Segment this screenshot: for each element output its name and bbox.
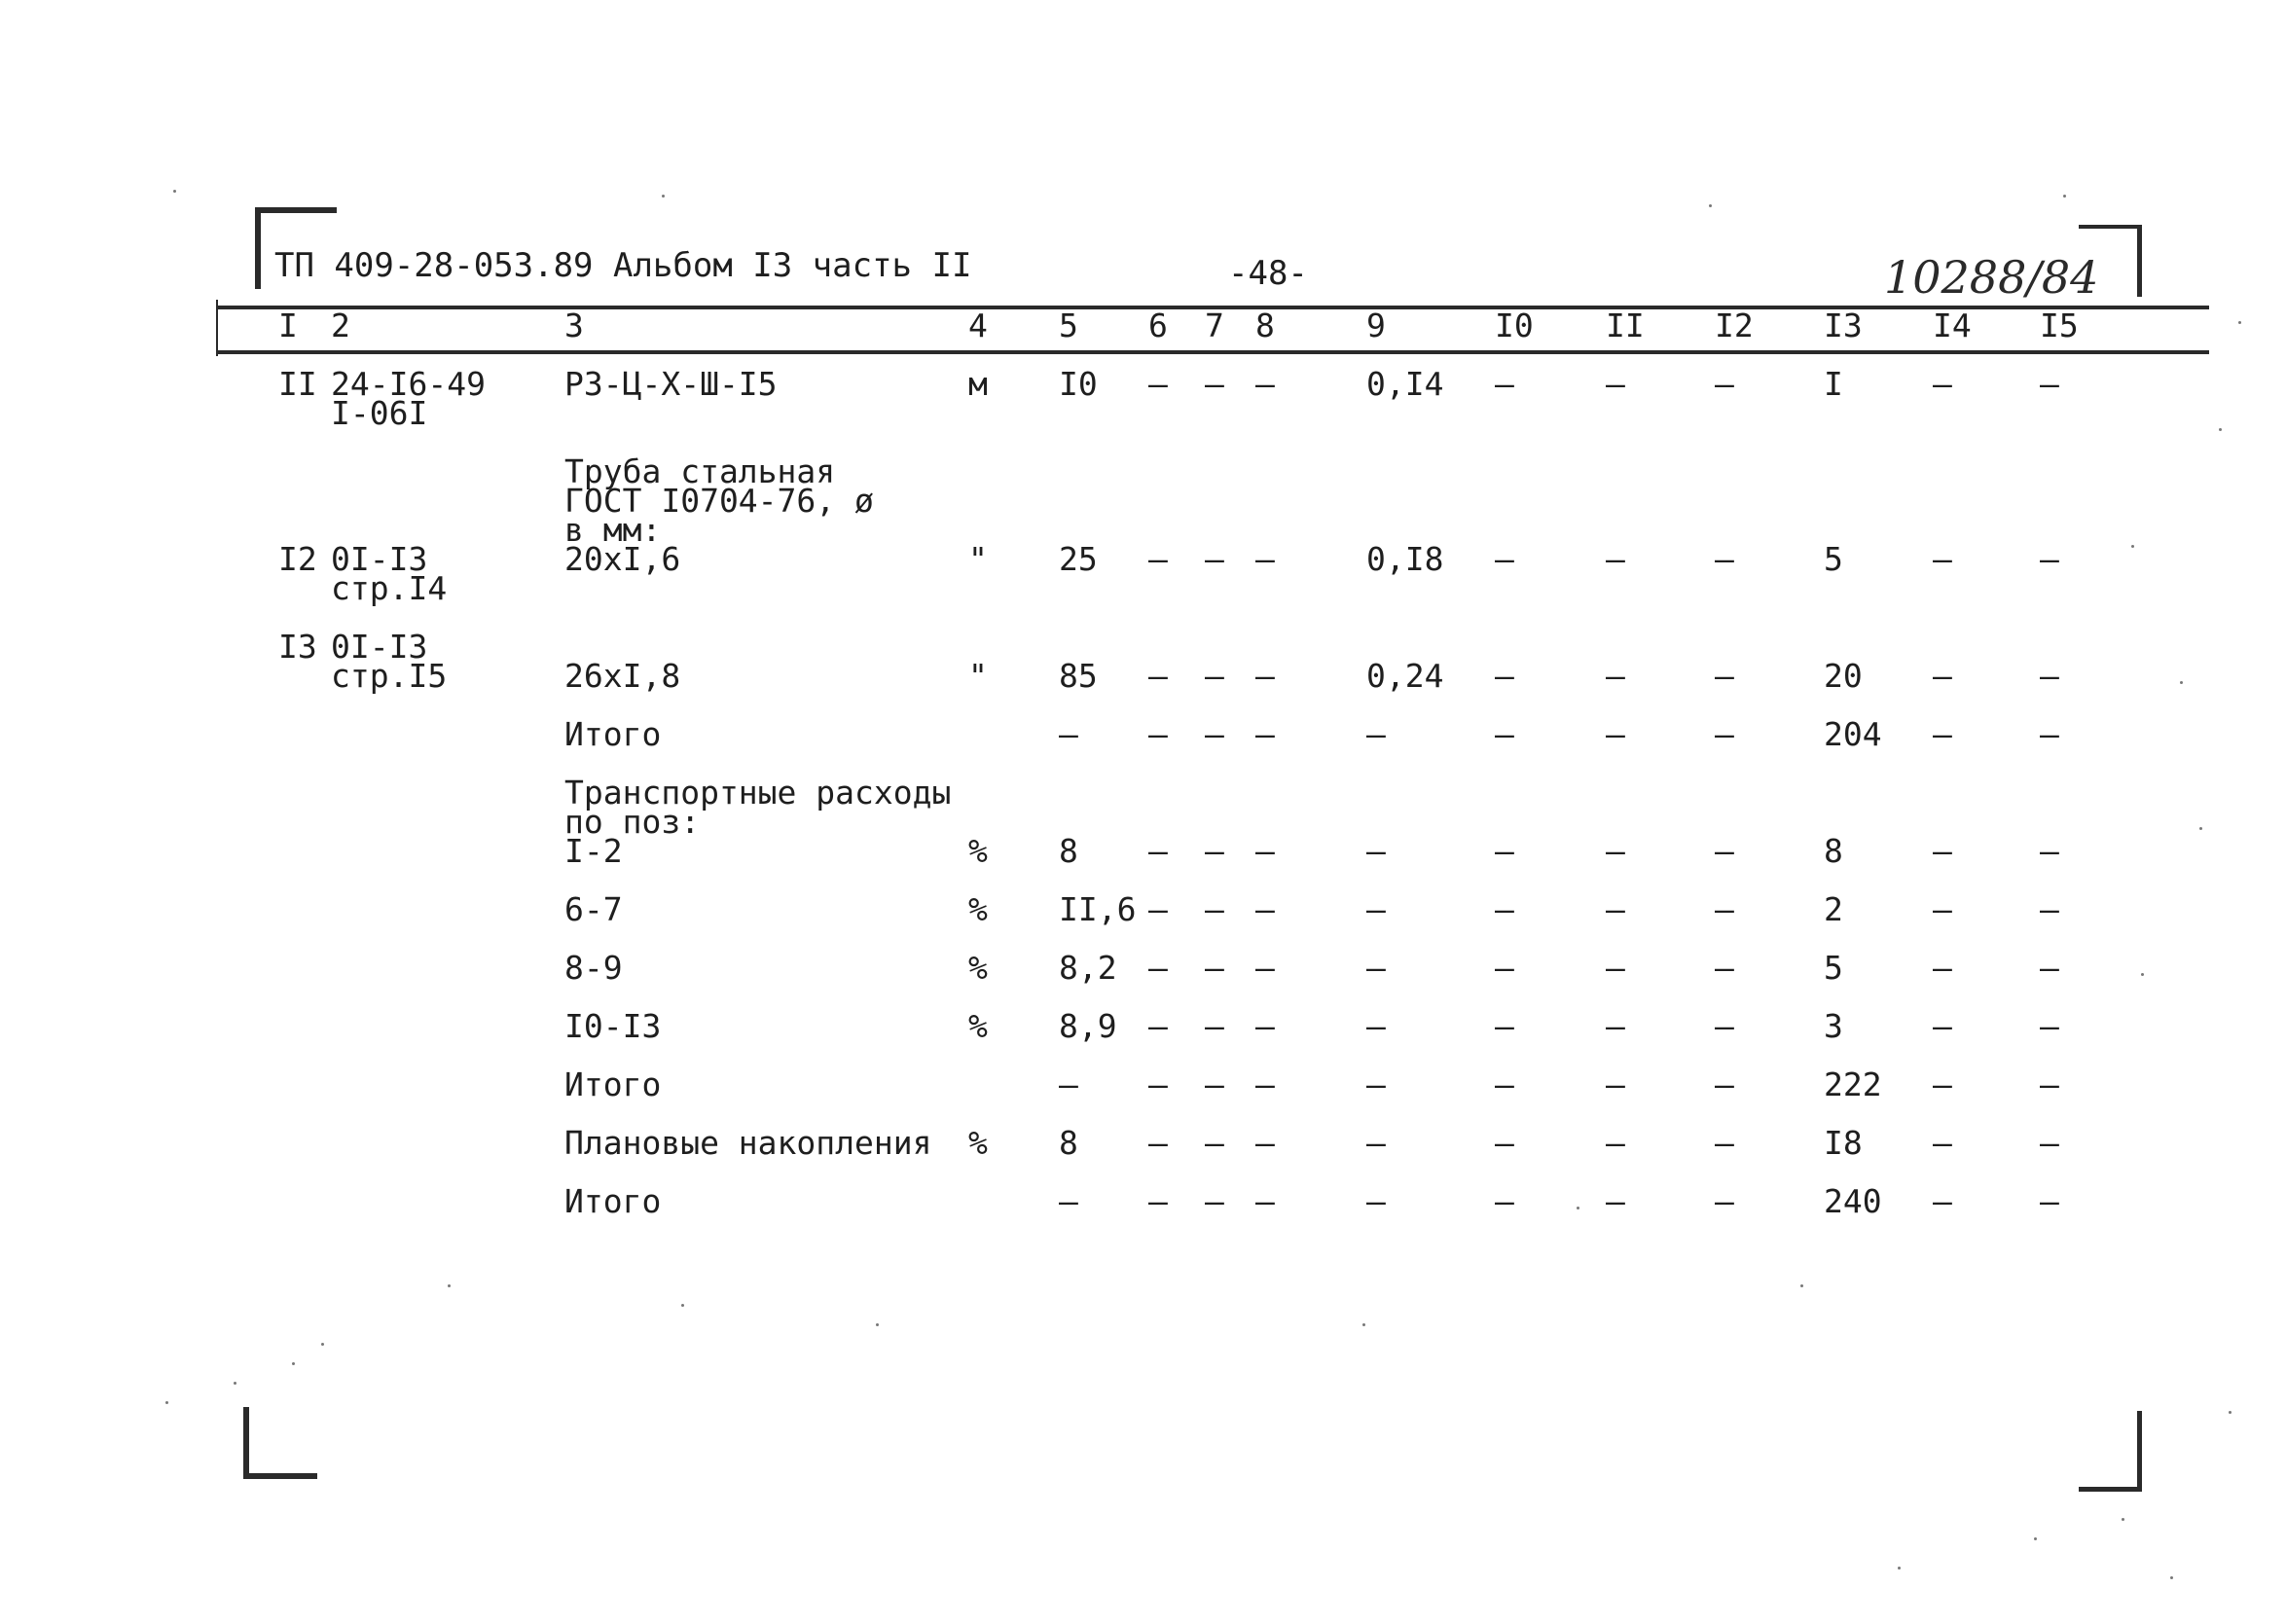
cell-name: Итого <box>564 1182 662 1220</box>
cell-col-11: – <box>1606 365 1625 403</box>
cell-col-9: – <box>1366 1065 1386 1103</box>
cell-name: Итого <box>564 715 662 753</box>
cell-col-7: – <box>1205 540 1224 578</box>
cell-unit: % <box>968 1124 988 1162</box>
cell-col-6: – <box>1148 540 1168 578</box>
cell-col-10: – <box>1495 1124 1514 1162</box>
archive-stamp: 10288/84 <box>1884 251 2099 304</box>
column-number-2: 2 <box>331 307 350 344</box>
cell-col-12: – <box>1715 657 1734 695</box>
cell-col-14: – <box>1933 949 1952 987</box>
cell-name: Труба стальная ГОСТ I0704-76, ø в мм: <box>564 452 874 549</box>
cell-col-7: – <box>1205 1124 1224 1162</box>
cell-col-9: – <box>1366 949 1386 987</box>
cell-col-10: – <box>1495 1007 1514 1045</box>
corner-mark-bottom-right <box>2079 1411 2142 1492</box>
cell-col-10: – <box>1495 1065 1514 1103</box>
cell-col-11: – <box>1606 540 1625 578</box>
cell-col-7: – <box>1205 890 1224 928</box>
cell-col-14: – <box>1933 1124 1952 1162</box>
table-header-rule <box>216 350 2209 354</box>
cell-col-15: – <box>2040 365 2059 403</box>
cell-col-15: – <box>2040 1065 2059 1103</box>
cell-col-12: – <box>1715 890 1734 928</box>
cell-col-15: – <box>2040 715 2059 753</box>
cell-col-10: – <box>1495 1182 1514 1220</box>
cell-col-6: – <box>1148 1007 1168 1045</box>
cell-col-14: – <box>1933 657 1952 695</box>
cell-col-12: – <box>1715 365 1734 403</box>
cell-col-13: 3 <box>1824 1007 1843 1045</box>
scan-speck <box>1362 1323 1365 1326</box>
corner-mark-bottom-left <box>243 1407 317 1479</box>
cell-col-10: – <box>1495 832 1514 870</box>
cell-col-8: – <box>1255 1007 1275 1045</box>
scan-speck <box>2122 1518 2124 1521</box>
cell-position: II <box>278 365 317 403</box>
cell-col-13: I <box>1824 365 1843 403</box>
cell-col-13: 20 <box>1824 657 1863 695</box>
scan-speck <box>2170 1576 2173 1579</box>
cell-col-10: – <box>1495 949 1514 987</box>
cell-col-14: – <box>1933 890 1952 928</box>
cell-col-6: – <box>1148 1182 1168 1220</box>
cell-col-13: I8 <box>1824 1124 1863 1162</box>
cell-col-10: – <box>1495 365 1514 403</box>
cell-position: I3 <box>278 628 317 666</box>
cell-col-5: 85 <box>1059 657 1098 695</box>
scan-speck <box>2180 681 2183 684</box>
cell-col-12: – <box>1715 949 1734 987</box>
scan-speck <box>2034 1537 2037 1540</box>
column-number-8: 8 <box>1255 307 1275 344</box>
scan-speck <box>165 1401 168 1404</box>
cell-col-14: – <box>1933 1065 1952 1103</box>
cell-name: Плановые накопления <box>564 1124 932 1162</box>
cell-col-5: I0 <box>1059 365 1098 403</box>
cell-col-11: – <box>1606 1007 1625 1045</box>
cell-col-13: 5 <box>1824 949 1843 987</box>
cell-unit: " <box>968 657 988 695</box>
cell-col-13: 204 <box>1824 715 1882 753</box>
cell-col-9: – <box>1366 715 1386 753</box>
cell-col-11: – <box>1606 949 1625 987</box>
cell-col-12: – <box>1715 832 1734 870</box>
column-number-11: II <box>1606 307 1645 344</box>
column-number-15: I5 <box>2040 307 2079 344</box>
cell-col-8: – <box>1255 949 1275 987</box>
cell-position: I2 <box>278 540 317 578</box>
cell-col-15: – <box>2040 890 2059 928</box>
cell-col-13: 222 <box>1824 1065 1882 1103</box>
column-number-3: 3 <box>564 307 584 344</box>
scan-speck <box>1577 1207 1579 1209</box>
cell-col-13: 2 <box>1824 890 1843 928</box>
cell-col-8: – <box>1255 540 1275 578</box>
cell-col-13: 240 <box>1824 1182 1882 1220</box>
cell-col-7: – <box>1205 1007 1224 1045</box>
cell-name: РЗ-Ц-Х-Ш-I5 <box>564 365 778 403</box>
cell-col-7: – <box>1205 949 1224 987</box>
cell-col-6: – <box>1148 1065 1168 1103</box>
cell-col-6: – <box>1148 715 1168 753</box>
cell-col-5: II,6 <box>1059 890 1137 928</box>
cell-col-9: 0,I4 <box>1366 365 1444 403</box>
cell-name: 26хI,8 <box>564 657 681 695</box>
cell-col-12: – <box>1715 540 1734 578</box>
column-number-4: 4 <box>968 307 988 344</box>
scan-speck <box>662 195 665 198</box>
cell-col-11: – <box>1606 1065 1625 1103</box>
cell-unit: % <box>968 832 988 870</box>
cell-col-12: – <box>1715 1182 1734 1220</box>
cell-unit: м <box>968 365 988 403</box>
cell-col-11: – <box>1606 715 1625 753</box>
cell-code: 0I-I3 стр.I4 <box>331 540 448 607</box>
cell-col-10: – <box>1495 890 1514 928</box>
cell-col-13: 8 <box>1824 832 1843 870</box>
cell-unit: % <box>968 949 988 987</box>
cell-col-8: – <box>1255 715 1275 753</box>
cell-col-5: – <box>1059 1182 1078 1220</box>
cell-col-14: – <box>1933 715 1952 753</box>
cell-col-5: 8,9 <box>1059 1007 1117 1045</box>
cell-col-7: – <box>1205 715 1224 753</box>
scan-speck <box>1709 204 1712 207</box>
cell-col-9: – <box>1366 890 1386 928</box>
cell-col-11: – <box>1606 890 1625 928</box>
cell-name: 6-7 <box>564 890 623 928</box>
cell-unit: " <box>968 540 988 578</box>
scan-speck <box>2199 827 2202 830</box>
cell-col-7: – <box>1205 365 1224 403</box>
cell-name: 20хI,6 <box>564 540 681 578</box>
cell-col-5: 8 <box>1059 832 1078 870</box>
cell-col-11: – <box>1606 1182 1625 1220</box>
cell-name: I0-I3 <box>564 1007 662 1045</box>
cell-code: 0I-I3 стр.I5 <box>331 628 448 695</box>
cell-col-12: – <box>1715 1124 1734 1162</box>
cell-col-7: – <box>1205 1065 1224 1103</box>
cell-col-6: – <box>1148 949 1168 987</box>
cell-col-14: – <box>1933 365 1952 403</box>
cell-col-12: – <box>1715 715 1734 753</box>
cell-col-7: – <box>1205 657 1224 695</box>
cell-col-14: – <box>1933 540 1952 578</box>
cell-col-8: – <box>1255 365 1275 403</box>
cell-col-9: – <box>1366 832 1386 870</box>
cell-col-14: – <box>1933 1007 1952 1045</box>
cell-col-11: – <box>1606 657 1625 695</box>
cell-col-5: – <box>1059 715 1078 753</box>
scan-speck <box>2131 545 2134 548</box>
cell-col-10: – <box>1495 540 1514 578</box>
cell-col-5: 25 <box>1059 540 1098 578</box>
scan-speck <box>1800 1284 1803 1287</box>
table-left-edge <box>216 300 218 356</box>
cell-name: Итого <box>564 1065 662 1103</box>
cell-col-12: – <box>1715 1065 1734 1103</box>
column-number-12: I2 <box>1715 307 1754 344</box>
cell-col-12: – <box>1715 1007 1734 1045</box>
cell-col-8: – <box>1255 1124 1275 1162</box>
cell-col-6: – <box>1148 890 1168 928</box>
scan-speck <box>681 1304 684 1307</box>
page-number: -48- <box>1228 254 1308 293</box>
scan-speck <box>876 1323 879 1326</box>
cell-col-7: – <box>1205 832 1224 870</box>
cell-col-6: – <box>1148 657 1168 695</box>
scan-speck <box>292 1362 295 1365</box>
column-number-9: 9 <box>1366 307 1386 344</box>
cell-col-11: – <box>1606 832 1625 870</box>
scan-speck <box>2141 973 2144 976</box>
column-number-7: 7 <box>1205 307 1224 344</box>
cell-col-7: – <box>1205 1182 1224 1220</box>
scan-speck <box>448 1284 451 1287</box>
scan-speck <box>2238 321 2241 324</box>
column-number-5: 5 <box>1059 307 1078 344</box>
scan-speck <box>2063 195 2066 198</box>
column-number-13: I3 <box>1824 307 1863 344</box>
cell-col-9: 0,24 <box>1366 657 1444 695</box>
cell-col-5: – <box>1059 1065 1078 1103</box>
cell-col-15: – <box>2040 949 2059 987</box>
cell-unit: % <box>968 1007 988 1045</box>
cell-col-15: – <box>2040 540 2059 578</box>
cell-col-6: – <box>1148 832 1168 870</box>
scan-speck <box>234 1382 236 1385</box>
scan-speck <box>1898 1567 1901 1570</box>
cell-col-9: – <box>1366 1124 1386 1162</box>
cell-col-9: – <box>1366 1007 1386 1045</box>
cell-col-10: – <box>1495 657 1514 695</box>
cell-name: 8-9 <box>564 949 623 987</box>
cell-col-10: – <box>1495 715 1514 753</box>
cell-col-14: – <box>1933 1182 1952 1220</box>
column-number-10: I0 <box>1495 307 1534 344</box>
cell-col-9: 0,I8 <box>1366 540 1444 578</box>
cell-col-8: – <box>1255 1065 1275 1103</box>
scan-speck <box>321 1343 324 1346</box>
cell-col-8: – <box>1255 890 1275 928</box>
cell-col-8: – <box>1255 1182 1275 1220</box>
scan-speck <box>2219 428 2222 431</box>
cell-col-15: – <box>2040 657 2059 695</box>
cell-col-5: 8,2 <box>1059 949 1117 987</box>
cell-col-11: – <box>1606 1124 1625 1162</box>
cell-col-5: 8 <box>1059 1124 1078 1162</box>
column-number-14: I4 <box>1933 307 1972 344</box>
cell-col-6: – <box>1148 1124 1168 1162</box>
column-number-1: I <box>278 307 298 344</box>
cell-col-15: – <box>2040 1007 2059 1045</box>
cell-code: 24-I6-49 I-06I <box>331 365 486 432</box>
document-header-title: ТП 409-28-053.89 Альбом I3 часть II <box>274 246 972 285</box>
cell-col-9: – <box>1366 1182 1386 1220</box>
cell-col-15: – <box>2040 1182 2059 1220</box>
column-number-6: 6 <box>1148 307 1168 344</box>
cell-unit: % <box>968 890 988 928</box>
cell-col-8: – <box>1255 657 1275 695</box>
cell-col-15: – <box>2040 832 2059 870</box>
cell-col-8: – <box>1255 832 1275 870</box>
cell-col-14: – <box>1933 832 1952 870</box>
cell-col-13: 5 <box>1824 540 1843 578</box>
cell-col-6: – <box>1148 365 1168 403</box>
cell-name: Транспортные расходы по поз: I-2 <box>564 774 952 870</box>
scan-speck <box>2229 1411 2232 1414</box>
scan-speck <box>173 190 176 193</box>
cell-col-15: – <box>2040 1124 2059 1162</box>
